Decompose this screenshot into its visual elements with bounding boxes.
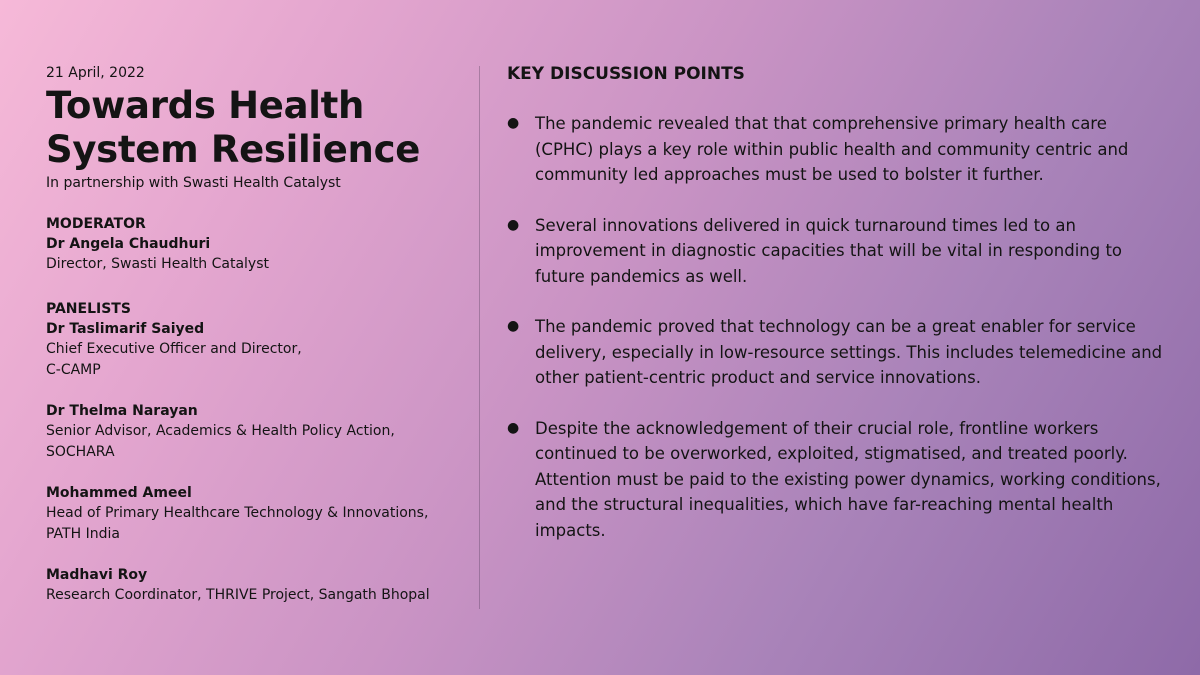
discussion-point [507, 314, 1167, 391]
bullet-icon: ● [507, 115, 520, 131]
panelist-role: Research Coordinator, THRIVE Project, Sangath Bhopal [46, 587, 430, 603]
discussion-point [507, 416, 1167, 544]
moderator-entry [46, 234, 466, 275]
panelist-name: Dr Thelma Narayan [46, 403, 198, 419]
bullet-icon: ● [507, 318, 520, 334]
event-title: Towards Health System Resilience [46, 84, 421, 171]
panelist-entry [46, 401, 466, 463]
panelist-name: Madhavi Roy [46, 567, 148, 583]
panelists-heading: PANELISTS [46, 301, 131, 317]
panelist-entry [46, 483, 466, 545]
discussion-point-text: Despite the acknowledgement of their crucial role, frontline workers continued to be overworked, exploited, stigmatised, and treated poorly. Attention must be paid to the existing power dynamics, working conditions, and the structural inequalities, which have far-reaching mental health impacts. [535, 418, 1161, 540]
discussion-point-text: The pandemic proved that technology can be a great enabler for service delivery, especially in low-resource settings. This includes telemedicine and other patient-centric product and service innovations. [535, 317, 1163, 387]
discussion-panel [507, 62, 1167, 543]
panelist-role: Chief Executive Officer and Director, C-CAMP [46, 341, 302, 378]
moderator-name: Dr Angela Chaudhuri [46, 236, 211, 252]
moderator-role: Director, Swasti Health Catalyst [46, 256, 269, 272]
event-date: 21 April, 2022 [46, 65, 145, 81]
bullet-icon: ● [507, 419, 520, 436]
panelist-role: Head of Primary Healthcare Technology & Innovations, PATH India [46, 505, 429, 542]
panelist-entry [46, 565, 466, 606]
moderator-heading: MODERATOR [46, 216, 146, 232]
panelist-entry [46, 319, 466, 381]
discussion-point-text: Several innovations delivered in quick turnaround times led to an improvement in diagnostic capacities that will be vital in responding to future pandemics as well. [535, 215, 1123, 286]
discussion-point [507, 111, 1167, 188]
bullet-icon: ● [507, 216, 520, 233]
discussion-list [507, 111, 1167, 543]
panelist-name: Dr Taslimarif Saiyed [46, 321, 205, 337]
column-divider [479, 66, 480, 609]
panelist-role: Senior Advisor, Academics & Health Policy Action, SOCHARA [46, 423, 395, 460]
partnership-line: In partnership with Swasti Health Catalyst [46, 175, 341, 191]
panelist-name: Mohammed Ameel [46, 485, 192, 501]
event-info-panel [46, 64, 466, 606]
discussion-heading: KEY DISCUSSION POINTS [507, 64, 745, 84]
discussion-point-text: The pandemic revealed that that comprehensive primary health care (CPHC) plays a key role within public health and community centric and community led approaches must be used to bolster it further. [535, 114, 1129, 184]
discussion-point [507, 213, 1167, 290]
